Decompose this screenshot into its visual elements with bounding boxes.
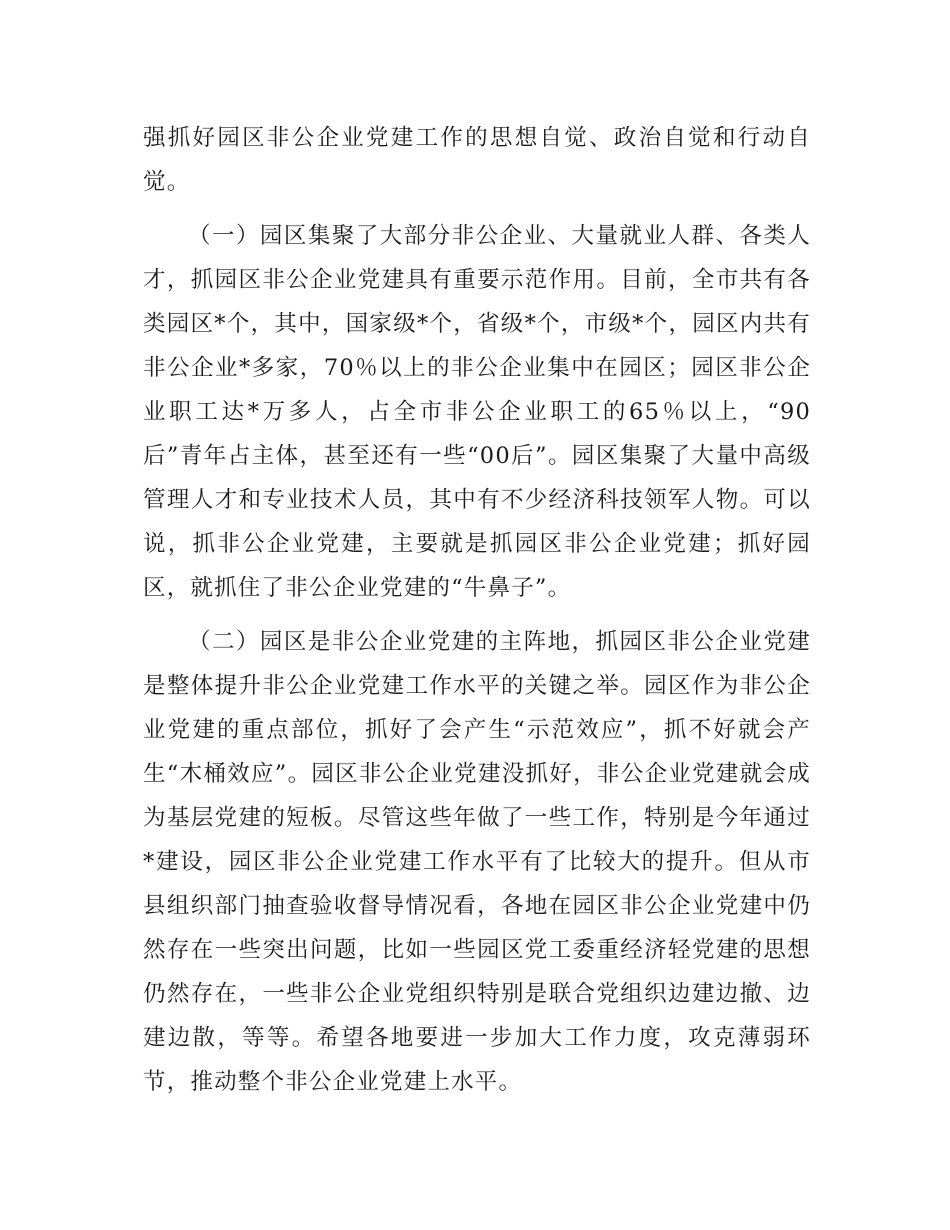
paragraph-section-one: （一）园区集聚了大部分非公企业、大量就业人群、各类人才，抓园区非公企业党建具有重要示范作用。目前，全市共有各类园区*个，其中，国家级*个，省级*个，市级*个，园区内共有非公企业*多家，70％以上的非公企业集中在园区；园区非公企业职工达*万多人，占全市非公企业职工的65％以上，“90后”青年占主体，甚至还有一些“00后”。园区集聚了大量中高级管理人才和专业技术人员，其中有不少经济科技领军人物。可以说，抓非公企业党建，主要就是抓园区非公企业党建；抓好园区，就抓住了非公企业党建的“牛鼻子”。 bbox=[143, 223, 811, 601]
paragraph-section-two: （二）园区是非公企业党建的主阵地，抓园区非公企业党建是整体提升非公企业党建工作水平的关键之举。园区作为非公企业党建的重点部位，抓好了会产生“示范效应”，抓不好就会产生“木桶效应”。园区非公企业党建没抓好，非公企业党建就会成为基层党建的短板。尽管这些年做了一些工作，特别是今年通过*建设，园区非公企业党建工作水平有了比较大的提升。但从市县组织部门抽查验收督导情况看，各地在园区非公企业党建中仍然存在一些突出问题，比如一些园区党工委重经济轻党建的思想仍然存在，一些非公企业党组织特别是联合党组织边建边撤、边建边散，等等。希望各地要进一步加大工作力度，攻克薄弱环节，推动整个非公企业党建上水平。 bbox=[143, 629, 811, 1095]
paragraph-continuation: 强抓好园区非公企业党建工作的思想自觉、政治自觉和行动自觉。 bbox=[143, 125, 811, 195]
document-page bbox=[143, 116, 811, 1104]
